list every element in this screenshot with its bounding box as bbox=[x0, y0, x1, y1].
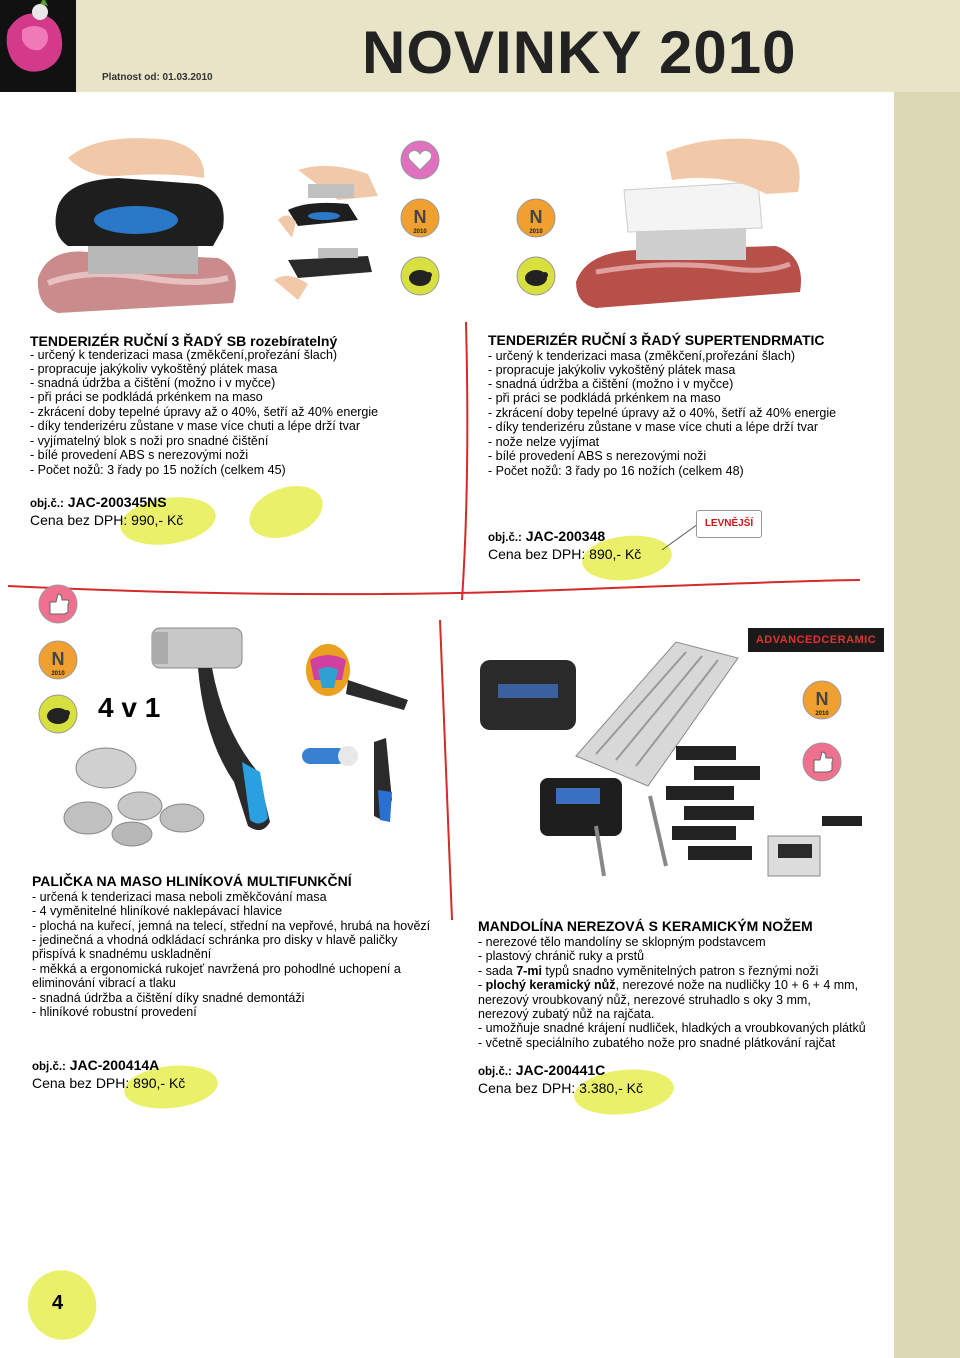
price-label: Cena bez DPH: bbox=[32, 1075, 130, 1091]
code-value: JAC-200348 bbox=[525, 528, 606, 544]
price-value: 890,- Kč bbox=[133, 1075, 186, 1091]
price-value: 3.380,- Kč bbox=[579, 1080, 643, 1096]
thumbs-up-icon bbox=[38, 584, 78, 624]
product-4-line: - nerezové tělo mandolíny se sklopným podstavcem bbox=[478, 935, 766, 949]
code-label: obj.č.: bbox=[30, 498, 64, 510]
four-in-one-label: 4 v 1 bbox=[98, 692, 161, 723]
product-4-code bbox=[478, 1062, 605, 1081]
page-number: 4 bbox=[52, 1292, 64, 1314]
product-4-line: - umožňuje snadné krájení nudliček, hladkých a vroubkovaných plátků bbox=[478, 1021, 866, 1035]
price-label: Cena bez DPH: bbox=[488, 546, 586, 562]
svg-text:2010: 2010 bbox=[51, 671, 65, 677]
svg-text:N: N bbox=[815, 689, 829, 709]
product-3-code bbox=[32, 1057, 159, 1076]
code-value: JAC-200345NS bbox=[67, 494, 167, 510]
price-label: Cena bez DPH: bbox=[30, 512, 128, 528]
emphasis: 7-mi bbox=[516, 964, 542, 978]
piggy-bank-icon bbox=[516, 256, 556, 296]
mandoline-photo bbox=[476, 636, 886, 896]
product-1-line: - zkrácení doby tepelné úpravy až o 40%, šetří až 40% energie bbox=[30, 405, 379, 419]
code-label: obj.č.: bbox=[478, 1066, 512, 1078]
svg-text:2010: 2010 bbox=[815, 711, 829, 717]
product-2-title: TENDERIZÉR RUČNÍ 3 ŘADÝ SUPERTENDRMATIC bbox=[488, 332, 825, 348]
product-4-price bbox=[478, 1080, 643, 1097]
price-value: 990,- Kč bbox=[131, 512, 184, 528]
product-3-price bbox=[32, 1075, 185, 1092]
product-3-line: - 4 vyměnitelné hliníkové naklepávací hlavice bbox=[32, 904, 283, 918]
product-1-line: - propracuje jakýkoliv vykoštěný plátek masa bbox=[30, 362, 278, 376]
meat-mallet-photo bbox=[48, 622, 288, 862]
product-4-line: - včetně speciálního zubatého nože pro snadné plátkování rajčat bbox=[478, 1036, 836, 1050]
tenderizer-sb-photo bbox=[28, 128, 248, 318]
product-3-line: - hliníkové robustní provedení bbox=[32, 1005, 197, 1019]
code-value: JAC-200414A bbox=[69, 1057, 160, 1073]
brand-advanced: ADVANCED bbox=[755, 634, 822, 646]
svg-text:2010: 2010 bbox=[529, 229, 543, 235]
product-2-line: - při práci se podkládá prkénkem na maso bbox=[488, 391, 721, 405]
product-1-line: - Počet nožů: 3 řady po 15 nožích (celkem 45) bbox=[30, 463, 286, 477]
svg-text:N: N bbox=[529, 207, 543, 227]
page-header bbox=[0, 0, 960, 92]
product-2-line: - snadná údržba a čištění (možno i v myčce) bbox=[488, 377, 734, 391]
product-2-line: - určený k tenderizaci masa (změkčení,prořezání šlach) bbox=[488, 349, 796, 363]
product-3-line: eliminování vibrací a tlaku bbox=[32, 976, 176, 990]
heart-icon bbox=[400, 140, 440, 180]
product-2-line: - bílé provedení ABS s nerezovými noži bbox=[488, 449, 707, 463]
product-2-line: - nože nelze vyjímat bbox=[488, 435, 600, 449]
validity-date: Platnost od: 01.03.2010 bbox=[102, 72, 213, 83]
product-4-line: nerezový zubatý nůž na rajčata. bbox=[478, 1007, 655, 1021]
product-1-title: TENDERIZÉR RUČNÍ 3 ŘADÝ SB rozebíratelný bbox=[30, 333, 338, 349]
product-1-line: - vyjímatelný blok s noži pro snadné čištění bbox=[30, 434, 269, 448]
price-label: Cena bez DPH: bbox=[478, 1080, 576, 1096]
product-1-line: - díky tenderizéru zůstane v mase více chuti a lépe drží tvar bbox=[30, 419, 361, 433]
piggy-bank-icon bbox=[400, 256, 440, 296]
product-4-line: - plastový chránič ruky a prstů bbox=[478, 949, 645, 963]
product-2-line: - Počet nožů: 3 řady po 16 nožích (celkem 48) bbox=[488, 464, 744, 478]
tenderizer-supertendrmatic-photo bbox=[576, 132, 808, 312]
novinka-2010-icon bbox=[400, 198, 440, 238]
svg-text:2010: 2010 bbox=[413, 229, 427, 235]
price-value: 890,- Kč bbox=[589, 546, 642, 562]
mallet-head-detail-photo bbox=[288, 630, 418, 830]
product-3-line: - měkká a ergonomická rukojeť navržená pro pohodlné uchopení a bbox=[32, 962, 401, 976]
code-value: JAC-200441C bbox=[515, 1062, 606, 1078]
product-3-line: - jedinečná a vhodná odkládací schránka pro disky v hlavě paličky bbox=[32, 933, 398, 947]
product-1-line: - bílé provedení ABS s nerezovými noži bbox=[30, 448, 249, 462]
emphasis: plochý keramický nůž bbox=[485, 978, 616, 992]
product-1-line: - snadná údržba a čištění (možno i v myčce) bbox=[30, 376, 276, 390]
product-2-line: - díky tenderizéru zůstane v mase více chuti a lépe drží tvar bbox=[488, 420, 819, 434]
product-3-line: - plochá na kuřecí, jemná na telecí, střední na vepřové, hrubá na hovězí bbox=[32, 919, 431, 933]
product-2-line: - zkrácení doby tepelné úpravy až o 40%, šetří až 40% energie bbox=[488, 406, 837, 420]
product-4-line: - sada 7-mi typů snadno vyměnitelných patron s řeznými noži bbox=[478, 964, 819, 978]
svg-text:N: N bbox=[413, 207, 427, 227]
product-3-title: PALIČKA NA MASO HLINÍKOVÁ MULTIFUNKČNÍ bbox=[32, 873, 352, 889]
novinka-2010-icon bbox=[516, 198, 556, 238]
product-1-line: - při práci se podkládá prkénkem na maso bbox=[30, 390, 263, 404]
product-4-line: - plochý keramický nůž, nerezové nože na nudličky 10 + 6 + 4 mm, bbox=[478, 978, 859, 992]
code-label: obj.č.: bbox=[32, 1061, 66, 1073]
product-2-line: - propracuje jakýkoliv vykoštěný plátek masa bbox=[488, 363, 736, 377]
product-1-line: - určený k tenderizaci masa (změkčení,prořezání šlach) bbox=[30, 348, 338, 362]
product-4-title: MANDOLÍNA NEREZOVÁ S KERAMICKÝM NOŽEM bbox=[478, 918, 813, 934]
product-3-line: - určená k tenderizaci masa neboli změkčování masa bbox=[32, 890, 327, 904]
product-3-line: - snadná údržba a čištění díky snadné demontáži bbox=[32, 991, 305, 1005]
svg-text:N: N bbox=[51, 649, 65, 669]
page-title: NOVINKY 2010 bbox=[362, 19, 797, 86]
product-3-line: přispívá k snadnému uskladnění bbox=[32, 947, 212, 961]
cheaper-badge: LEVNĚJŠÍ bbox=[696, 510, 762, 538]
tenderizer-sb-parts-photo bbox=[268, 160, 388, 310]
camto-logo bbox=[0, 0, 76, 92]
brand-ceramic: CERAMIC bbox=[821, 634, 877, 646]
product-4-line: nerezový vroubkovaný nůž, nerezové struhadlo s oky 3 mm, bbox=[478, 993, 811, 1007]
code-label: obj.č.: bbox=[488, 532, 522, 544]
